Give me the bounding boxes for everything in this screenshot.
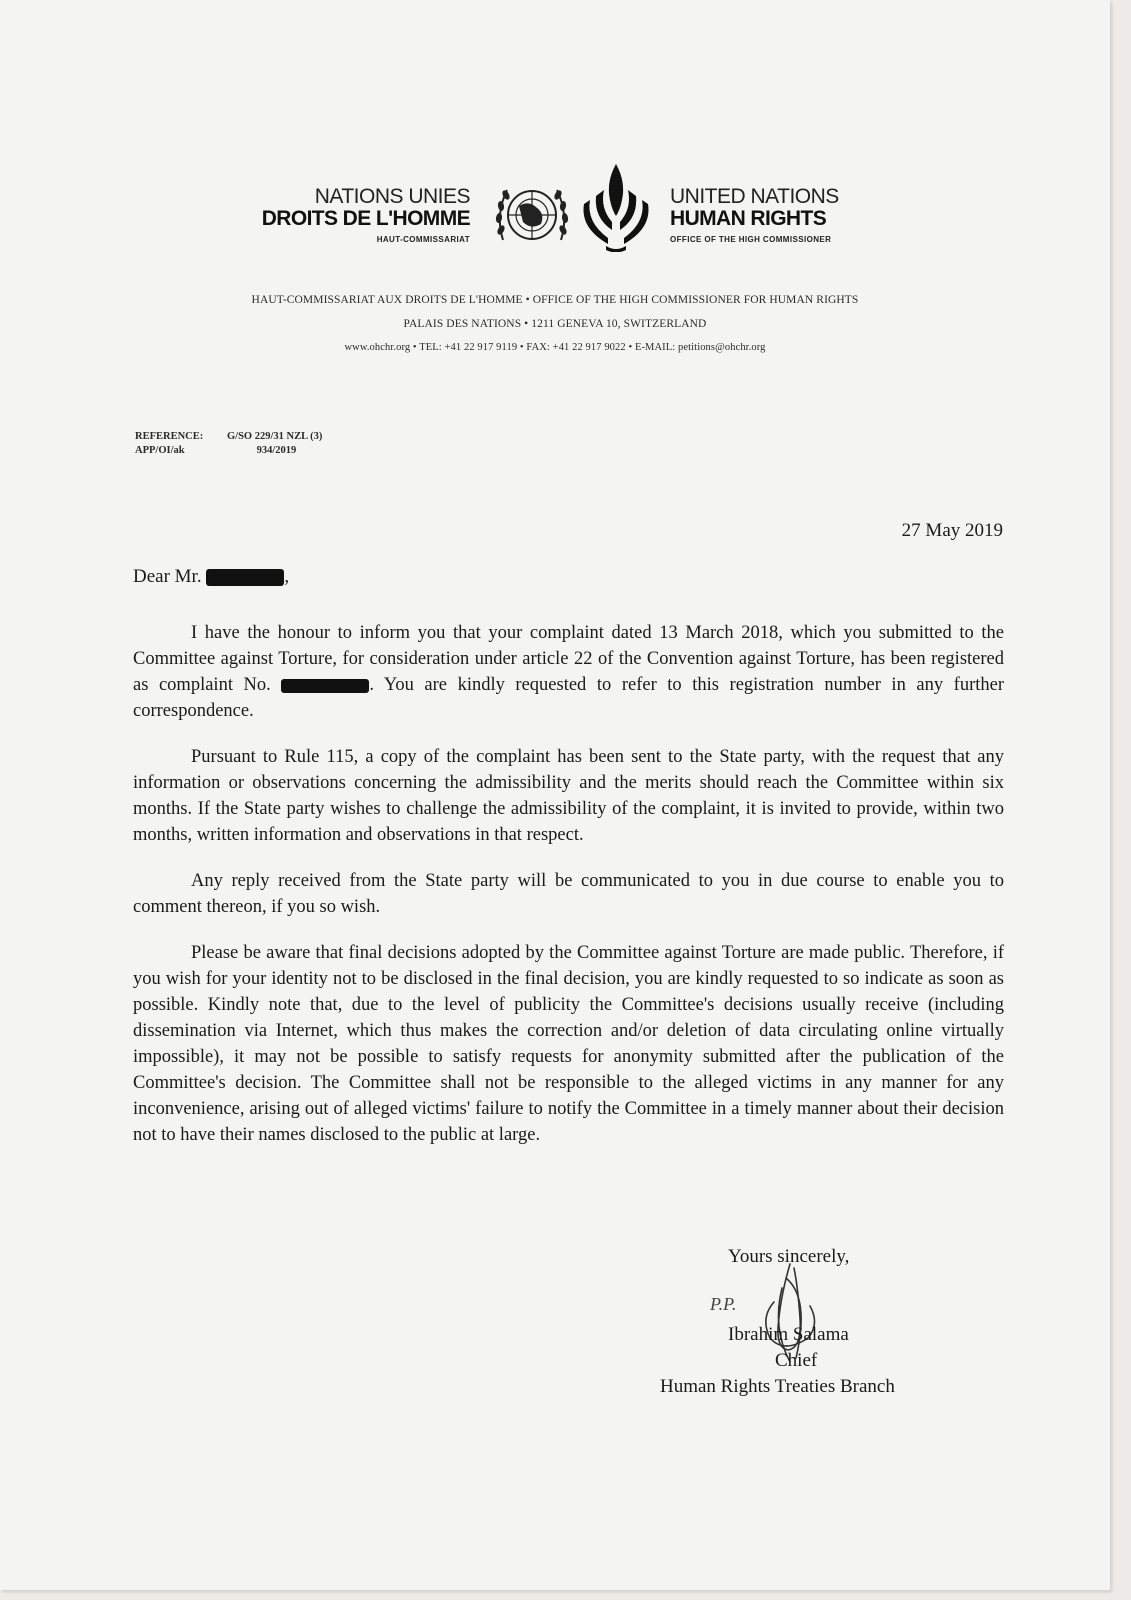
reference-block (135, 430, 322, 458)
letter-body (133, 620, 1004, 1168)
salutation (133, 566, 289, 588)
signatory-name: Ibrahim Salama (728, 1324, 849, 1345)
paragraph-2: Pursuant to Rule 115, a copy of the complaint has been sent to the State party, with the request that any information or observations concerning the admissibility and the merits should reach the Committee within six months. If the State party wishes to challenge the admissibility of the complaint, it is invited to provide, within two months, written information and observations in that respect. (133, 747, 1004, 845)
paragraph-3: Any reply received from the State party will be communicated to you in due course to enable you to comment thereon, if you so wish. (133, 871, 1004, 917)
paragraph-1-text-end: . You are kindly requested to refer to this registration number in any further correspondence. (133, 675, 1004, 721)
letterhead-en-line3: OFFICE OF THE HIGH COMMISSIONER (670, 235, 832, 244)
letterhead-french (262, 186, 470, 244)
letterhead (0, 160, 1110, 260)
office-line2: PALAIS DES NATIONS • 1211 GENEVA 10, SWITZERLAND (403, 318, 707, 330)
office-address (0, 288, 1110, 360)
signatory-branch: Human Rights Treaties Branch (660, 1376, 895, 1397)
redacted-name (206, 569, 284, 586)
salutation-prefix: Dear Mr. (133, 566, 202, 587)
letterhead-en-line1: UNITED NATIONS (670, 185, 839, 208)
letterhead-fr-line1: NATIONS UNIES (314, 185, 470, 208)
human-rights-emblem-icon (576, 160, 656, 252)
letterhead-fr-line2: DROITS DE L'HOMME (261, 207, 470, 230)
un-emblem-icon (493, 180, 571, 250)
paragraph-1 (133, 620, 1004, 724)
office-line1: HAUT-COMMISSARIAT AUX DROITS DE L'HOMME • OFFICE OF THE HIGH COMMISSIONER FOR HUMAN RIGHTS (251, 294, 859, 306)
letterhead-fr-line3: HAUT-COMMISSARIAT (376, 235, 470, 244)
reference-code: APP/OI/ak (135, 445, 185, 456)
letterhead-english (670, 186, 839, 244)
letterhead-en-line2: HUMAN RIGHTS (670, 207, 827, 230)
redacted-complaint-number (281, 679, 369, 693)
letter-date: 27 May 2019 (901, 520, 1003, 541)
reference-value: G/SO 229/31 NZL (3) (227, 431, 323, 442)
office-line3: www.ohchr.org • TEL: +41 22 917 9119 • FAX: +41 22 917 9022 • E-MAIL: petitions@ohchr.org (344, 342, 766, 353)
reference-label: REFERENCE: (135, 431, 204, 442)
closing-pp: P.P. (710, 1294, 737, 1314)
signatory-title: Chief (775, 1350, 818, 1371)
salutation-suffix: , (284, 566, 290, 587)
reference-number: 934/2019 (256, 445, 297, 456)
paragraph-1-text: I have the honour to inform you that your complaint dated 13 March 2018, which you submitted to the Committee against Torture, for consideration under article 22 of the Convention against Torture, has been registered as complaint No. (133, 623, 1004, 695)
closing-yours: Yours sincerely, (728, 1246, 850, 1267)
paragraph-4: Please be aware that final decisions adopted by the Committee against Torture are made public. Therefore, if you wish for your identity not to be disclosed in the final decision, you are kindly requested to so indicate as soon as possible. Kindly note that, due to the level of publicity the Committee's decisions usually receive (including dissemination via Internet, which thus makes the correction and/or deletion of data circulating online virtually impossible), it may not be possible to satisfy requests for anonymity submitted after the publication of the Committee's decision. The Committee shall not be responsible to the alleged victims in any manner for any inconvenience, arising out of alleged victims' failure to notify the Committee in a timely manner about their decision not to have their names disclosed to the public at large. (133, 943, 1004, 1145)
